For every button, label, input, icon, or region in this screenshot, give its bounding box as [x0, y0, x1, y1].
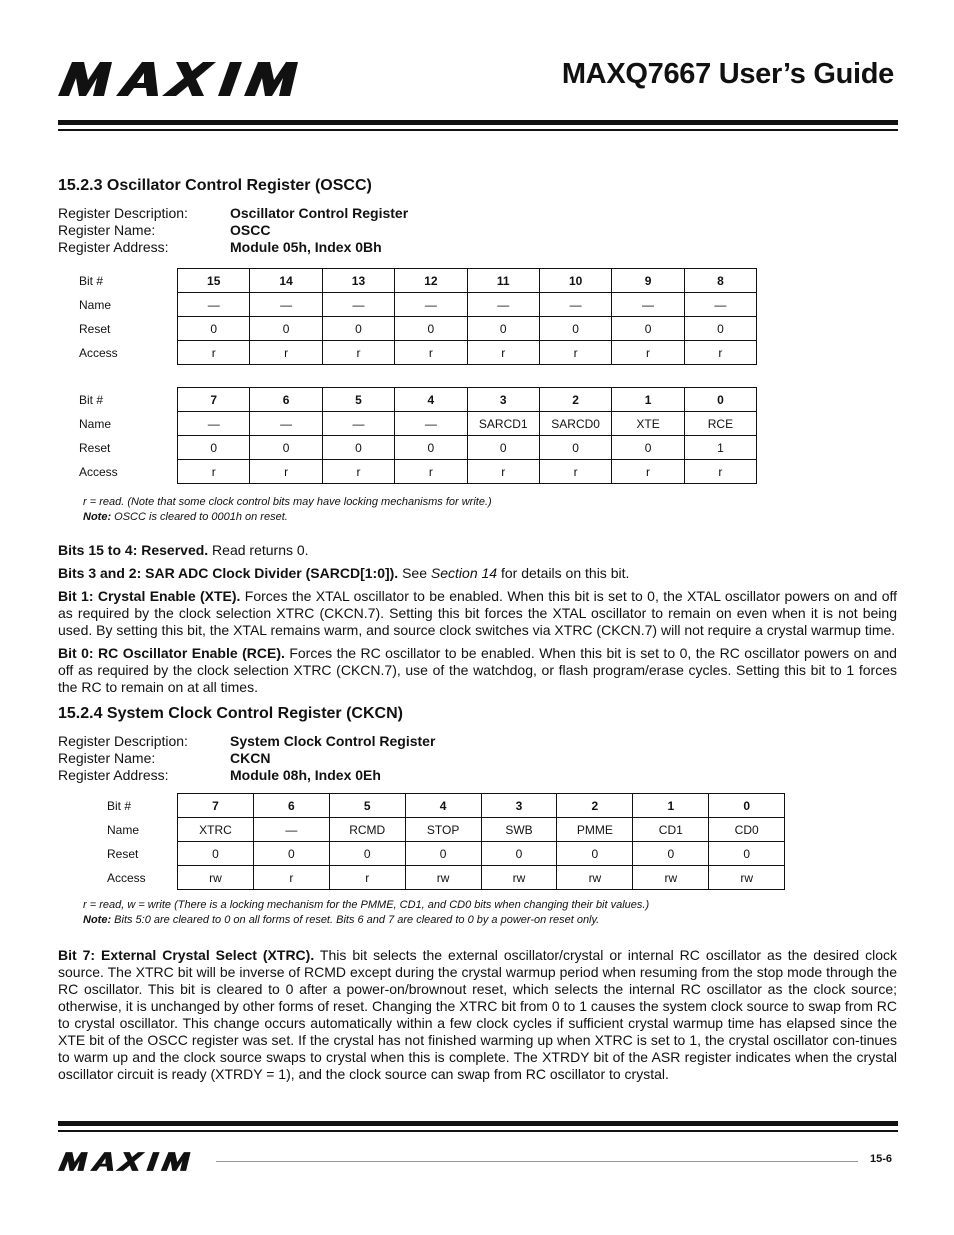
table-cell: 13: [322, 269, 394, 293]
meta-value: OSCC: [230, 222, 271, 238]
table-cell: r: [539, 460, 611, 484]
note-line: r = read. (Note that some clock control bits may have locking mechanisms for write.): [83, 496, 492, 508]
table-cell: 0: [709, 794, 785, 818]
oscc-upper-bit-table: [79, 268, 757, 365]
table-cell: r: [322, 460, 394, 484]
table-cell: 14: [250, 269, 322, 293]
table-cell: SARCD1: [467, 412, 539, 436]
table-cell: r: [684, 460, 756, 484]
table-cell: 0: [557, 842, 633, 866]
bit-text: Forces the XTAL oscillator to be enabled. When this bit is set to 0, the XTAL oscillator powers on and off as required by the clock selection XTRC (CKCN.7). Setting this bit forces the XTAL oscillator to remain on even when it is not being used. By setting this bit, the XTAL remains warm, and source clock switches via XTRC (CKCN.7) will not require a crystal warmup time.: [58, 588, 897, 638]
table-cell: 0: [539, 317, 611, 341]
bit-text: This bit selects the external oscillator/crystal or internal RC oscillator as the desired clock source. The XTRC bit will be inverse of RCMD except during the crystal warmup period when resuming from the stop mode through the RC oscillator. This bit is cleared to 0 after a power-on/brownout reset, which selects the internal RC oscillator as the clock source; otherwise, it is unchanged by other forms of reset. Changing the XTRC bit from 0 to 1 causes the system clock source to swap from RC to crystal oscillator. This change occurs automatically within a few clock cycles if sufficient crystal warmup time has elapsed since the XTE bit of the OSCC register was set. If the crystal has not finished warming up when XTRC is set to 1, the crystal oscillator con-tinues to warm up and the clock source swaps to crystal when this is complete. The XTRDY bit of the ASR register indicates when the crystal oscillator circuit is ready (XTRDY = 1), and the clock source can swap from RC oscillator to crystal.: [58, 947, 897, 1082]
table-row: [79, 317, 757, 341]
table-cell: r: [250, 460, 322, 484]
table-cell: r: [178, 460, 250, 484]
meta-value: CKCN: [230, 750, 271, 766]
table-row: [79, 436, 757, 460]
table-cell: r: [467, 460, 539, 484]
table-cell: 0: [178, 317, 250, 341]
table-cell: 11: [467, 269, 539, 293]
note-text: OSCC is cleared to 0001h on reset.: [111, 511, 288, 523]
table-cell: r: [178, 341, 250, 365]
page-number: 15-6: [870, 1153, 893, 1165]
table-cell: 0: [322, 317, 394, 341]
table-cell: r: [684, 341, 756, 365]
table-cell: 0: [539, 436, 611, 460]
table-cell: 15: [178, 269, 250, 293]
row-label: Reset: [79, 440, 111, 455]
note-label: Note:: [83, 511, 112, 523]
table-cell: r: [467, 341, 539, 365]
row-label: Name: [107, 822, 140, 837]
table-cell: r: [612, 341, 684, 365]
table-cell: rw: [557, 866, 633, 890]
table-row: [79, 388, 757, 412]
table-cell: rw: [481, 866, 557, 890]
table-cell: 6: [253, 794, 329, 818]
table-cell: 0: [329, 842, 405, 866]
table-cell: 0: [612, 436, 684, 460]
table-cell: 0: [481, 842, 557, 866]
table-cell: 0: [467, 436, 539, 460]
table-cell: 0: [612, 317, 684, 341]
table-row: [79, 412, 757, 436]
table-cell: rw: [633, 866, 709, 890]
bit-description: [58, 947, 897, 1083]
bit-title: Bit 1: Crystal Enable (XTE).: [58, 588, 241, 604]
bit-text: Forces the RC oscillator to be enabled. When this bit is set to 0, the RC oscillator powers on and off as required by the clock selection XTRC (CKCN.7), use of the watchdog, or flash program/erase cycles. Setting this bit to 1 forces the RC to remain on at all times.: [58, 645, 897, 695]
header-rule: [58, 120, 898, 125]
table-cell: —: [395, 293, 467, 317]
table-cell: PMME: [557, 818, 633, 842]
table-cell: —: [250, 412, 322, 436]
bit-description: [58, 645, 897, 696]
table-cell: r: [539, 341, 611, 365]
table-row: [79, 293, 757, 317]
maxim-logo-icon: [58, 1152, 206, 1171]
table-cell: SARCD0: [539, 412, 611, 436]
table-cell: CD0: [709, 818, 785, 842]
table-cell: 7: [178, 388, 250, 412]
table-cell: 2: [557, 794, 633, 818]
section-heading-oscc: 15.2.3 Oscillator Control Register (OSCC): [58, 177, 372, 194]
table-cell: XTE: [612, 412, 684, 436]
table-cell: 10: [539, 269, 611, 293]
table-row: [107, 866, 785, 890]
row-label: Bit #: [79, 392, 104, 407]
table-cell: —: [322, 412, 394, 436]
table-cell: r: [395, 460, 467, 484]
table-cell: 0: [709, 842, 785, 866]
meta-label: Register Description:: [58, 205, 188, 221]
bit-text: Read returns 0.: [208, 542, 309, 558]
bit-description: [58, 588, 897, 639]
ckcn-bit-table: [107, 793, 785, 890]
bit-title: Bit 7: External Crystal Select (XTRC).: [58, 947, 315, 963]
table-cell: rw: [405, 866, 481, 890]
table-cell: 1: [684, 436, 756, 460]
table-cell: RCE: [684, 412, 756, 436]
table-cell: 0: [684, 317, 756, 341]
table-cell: r: [612, 460, 684, 484]
row-label: Access: [79, 345, 118, 360]
table-cell: 0: [178, 842, 254, 866]
table-cell: XTRC: [178, 818, 254, 842]
meta-label: Register Name:: [58, 222, 156, 238]
note-line: r = read, w = write (There is a locking mechanism for the PMME, CD1, and CD0 bits when changing their bit values.): [83, 899, 650, 911]
table-cell: —: [178, 293, 250, 317]
footer-rule: [58, 1121, 898, 1126]
row-label: Reset: [107, 846, 139, 861]
table-row: [79, 460, 757, 484]
meta-label: Register Address:: [58, 239, 169, 255]
oscc-lower-bit-table: [79, 387, 757, 484]
table-cell: 5: [322, 388, 394, 412]
table-cell: —: [539, 293, 611, 317]
row-label: Access: [79, 464, 118, 479]
table-cell: 9: [612, 269, 684, 293]
document-title: MAXQ7667 User’s Guide: [561, 58, 894, 90]
bit-title: Bits 3 and 2: SAR ADC Clock Divider (SARCD[1:0]).: [58, 565, 399, 581]
table-cell: 0: [633, 842, 709, 866]
table-cell: STOP: [405, 818, 481, 842]
table-cell: 0: [395, 436, 467, 460]
table-cell: r: [253, 866, 329, 890]
table-cell: 4: [405, 794, 481, 818]
table-cell: 6: [250, 388, 322, 412]
row-label: Bit #: [107, 798, 132, 813]
table-cell: r: [395, 341, 467, 365]
row-label: Name: [79, 416, 112, 431]
table-cell: —: [467, 293, 539, 317]
ckcn-register-meta: [58, 733, 435, 784]
table-cell: CD1: [633, 818, 709, 842]
bit-text: See: [398, 565, 431, 581]
table-cell: 2: [539, 388, 611, 412]
table-cell: 0: [405, 842, 481, 866]
meta-label: Register Name:: [58, 750, 156, 766]
table-cell: 0: [250, 317, 322, 341]
meta-label: Register Address:: [58, 767, 169, 783]
oscc-table-note: [83, 495, 492, 525]
table-cell: 0: [322, 436, 394, 460]
table-cell: 1: [612, 388, 684, 412]
table-row: [107, 818, 785, 842]
table-cell: 0: [395, 317, 467, 341]
note-line: [83, 510, 492, 525]
table-cell: —: [684, 293, 756, 317]
maxim-logo-icon: [58, 62, 326, 96]
table-cell: r: [250, 341, 322, 365]
table-cell: 0: [467, 317, 539, 341]
table-cell: rw: [709, 866, 785, 890]
table-cell: r: [329, 866, 405, 890]
header-rule-thin: [58, 129, 898, 131]
table-cell: 3: [467, 388, 539, 412]
table-cell: 8: [684, 269, 756, 293]
table-cell: 12: [395, 269, 467, 293]
table-cell: 3: [481, 794, 557, 818]
footer-rule-thin: [58, 1130, 898, 1132]
table-cell: r: [322, 341, 394, 365]
meta-value: Module 05h, Index 0Bh: [230, 239, 382, 255]
table-cell: RCMD: [329, 818, 405, 842]
table-cell: 0: [250, 436, 322, 460]
table-cell: SWB: [481, 818, 557, 842]
footer-divider: [216, 1161, 858, 1162]
table-cell: 7: [178, 794, 254, 818]
table-row: [79, 341, 757, 365]
note-text: Bits 5:0 are cleared to 0 on all forms of reset. Bits 6 and 7 are cleared to 0 by a power-on reset only.: [111, 914, 600, 926]
bit-title: Bit 0: RC Oscillator Enable (RCE).: [58, 645, 285, 661]
table-row: [79, 269, 757, 293]
row-label: Access: [107, 870, 146, 885]
table-row: [107, 794, 785, 818]
table-cell: rw: [178, 866, 254, 890]
table-cell: —: [612, 293, 684, 317]
meta-label: Register Description:: [58, 733, 188, 749]
bit-description: [58, 542, 897, 559]
table-cell: 0: [178, 436, 250, 460]
table-cell: —: [250, 293, 322, 317]
ckcn-table-note: [83, 898, 649, 928]
meta-value: Oscillator Control Register: [230, 205, 409, 221]
meta-value: System Clock Control Register: [230, 733, 436, 749]
table-cell: 0: [684, 388, 756, 412]
row-label: Bit #: [79, 273, 104, 288]
table-cell: —: [253, 818, 329, 842]
table-cell: 0: [253, 842, 329, 866]
oscc-register-meta: [58, 205, 408, 256]
meta-value: Module 08h, Index 0Eh: [230, 767, 381, 783]
row-label: Name: [79, 297, 112, 312]
note-line: [83, 913, 649, 928]
table-cell: —: [322, 293, 394, 317]
section-heading-ckcn: 15.2.4 System Clock Control Register (CKCN): [58, 705, 403, 722]
row-label: Reset: [79, 321, 111, 336]
table-cell: —: [395, 412, 467, 436]
table-cell: 1: [633, 794, 709, 818]
table-row: [107, 842, 785, 866]
table-cell: —: [178, 412, 250, 436]
section-reference: Section 14: [430, 565, 498, 581]
bit-description: [58, 565, 897, 582]
bit-title: Bits 15 to 4: Reserved.: [58, 542, 209, 558]
note-label: Note:: [83, 914, 112, 926]
table-cell: 5: [329, 794, 405, 818]
table-cell: 4: [395, 388, 467, 412]
bit-text: for details on this bit.: [497, 565, 630, 581]
